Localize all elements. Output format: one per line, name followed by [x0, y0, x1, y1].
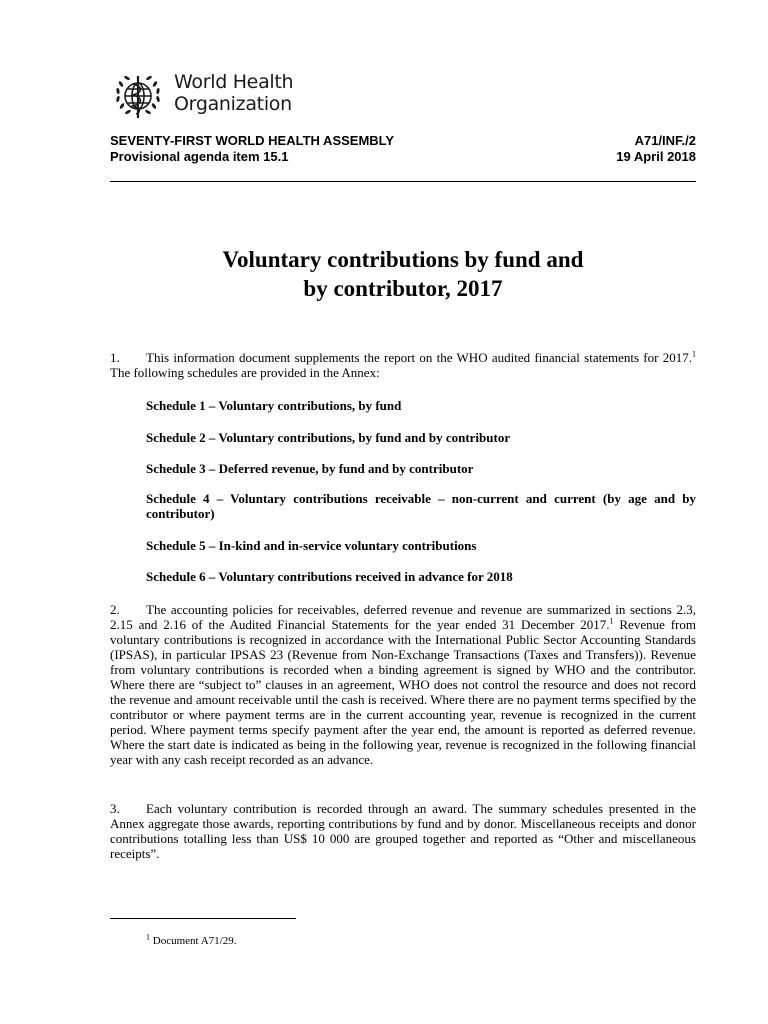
page-title [110, 245, 696, 303]
schedule-item: Schedule 5 – In-kind and in-service voluntary contributions [146, 538, 477, 553]
title-line-2: by contributor, 2017 [303, 276, 503, 301]
title-line-1: Voluntary contributions by fund and [222, 247, 584, 272]
paragraph-text-cont: The following schedules are provided in the Annex: [110, 365, 380, 380]
schedule-item: Schedule 4 – Voluntary contributions receivable – non-current and current (by age and by contributor) [146, 491, 696, 521]
agenda-item: Provisional agenda item 15.1 [110, 149, 289, 164]
document-number: A71/INF./2 [634, 133, 696, 148]
header-right [616, 133, 696, 165]
logo-wordmark [174, 71, 293, 115]
header-divider [110, 181, 696, 182]
paragraph-number: 1. [110, 350, 120, 365]
schedule-item: Schedule 6 – Voluntary contributions received in advance for 2018 [146, 569, 513, 584]
who-logo [108, 66, 308, 126]
paragraph-number: 3. [110, 801, 120, 816]
footnote-ref: 1 [692, 349, 696, 359]
assembly-name: SEVENTY-FIRST WORLD HEALTH ASSEMBLY [110, 133, 395, 148]
paragraph-3 [110, 801, 696, 861]
paragraph-1 [110, 350, 696, 380]
who-emblem-icon [108, 66, 168, 126]
paragraph-text: Each voluntary contribution is recorded through an award. The summary schedules presented in the Annex aggregate those awards, reporting contributions by fund and by donor. Miscellaneous receipts and donor contributions totalling less than US$ 10 000 are grouped together and reported as “Other and miscellaneous receipts”. [110, 801, 696, 861]
paragraph-text: This information document supplements the report on the WHO audited financial statements for 2017. [146, 350, 692, 365]
paragraph-number: 2. [110, 602, 120, 617]
paragraph-2 [110, 602, 696, 767]
paragraph-text-cont: Revenue from voluntary contributions is recognized in accordance with the International Public Sector Accounting Standards (IPSAS), in particular IPSAS 23 (Revenue from Non-Exchange Transactions (Taxes and Transfers)). Revenue from voluntary contributions is recorded when a binding agreement is signed by WHO and the contributor. Where there are “subject to” clauses in an agreement, WHO does not control the resource and does not record the revenue and amount receivable until the cash is received. Where there are no payment terms specified by the contributor or where payment terms are in the current accounting year, revenue is recognized in the current period. Where payment terms specify payment after the year end, the amount is reported as deferred revenue. Where the start date is indicated as being in the following year, revenue is recognized in the following financial year with any cash receipt recorded as an advance. [110, 617, 696, 767]
header-left [110, 133, 394, 165]
footnote-number: 1 [146, 932, 150, 942]
footnote-ref: 1 [609, 616, 614, 626]
footnote-divider [110, 918, 296, 919]
logo-line-1: World Health [174, 71, 294, 93]
schedule-item: Schedule 1 – Voluntary contributions, by fund [146, 398, 402, 413]
footnote-text: Document A71/29. [150, 935, 237, 947]
schedule-item: Schedule 3 – Deferred revenue, by fund and by contributor [146, 461, 474, 476]
schedule-item: Schedule 2 – Voluntary contributions, by fund and by contributor [146, 430, 511, 445]
document-date: 19 April 2018 [616, 149, 696, 164]
paragraph-text: The accounting policies for receivables, deferred revenue and revenue are summarized in sections 2.3, 2.15 and 2.16 of the Audited Financial Statements for the year ended 31 December 2017. [110, 602, 696, 632]
footnote [146, 934, 236, 948]
logo-line-2: Organization [174, 93, 292, 115]
